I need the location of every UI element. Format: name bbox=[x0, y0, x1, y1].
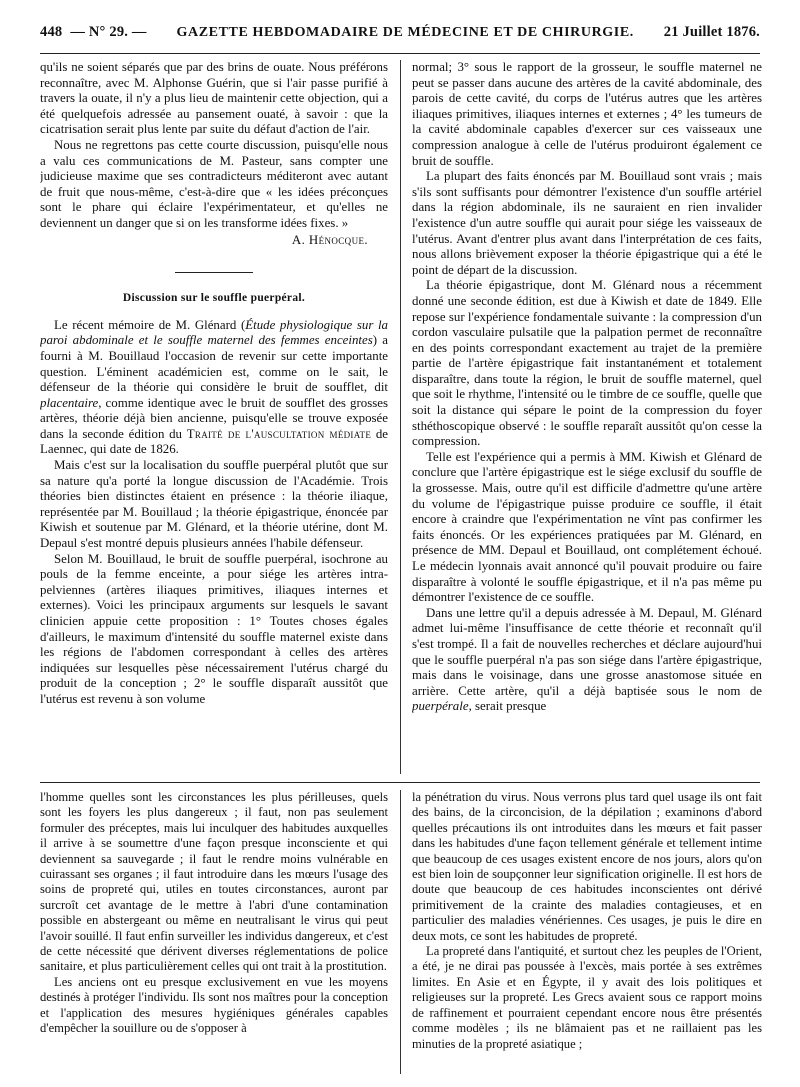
paragraph: normal; 3° sous le rapport de la grosseur, le souffle maternel ne peut se passer dans aucune des artères de la cavité abdominale, des parois de cette cavité, du corps de l'utérus autres que les artères iliaques primitives, iliaques internes et externes ; 4° les tumeurs de la cavité abdominale capables d'exercer sur ces vaisseaux une compression analogue à celle de l'utérus produiront également ce bruit de souffle. bbox=[412, 60, 762, 168]
column-rule-upper bbox=[400, 60, 401, 774]
paragraph: Dans une lettre qu'il a depuis adressée à M. Depaul, M. Glénard admet lui-même l'insuffisance de cette théorie et reconnaît qu'il s'est trompé. Il a fait de nouvelles recherches et déclare aujourd'hui que le souffle puerpéral n'a pas son siége dans l'artère épigastrique, mais dans le voisinage, dans une grosse anastomose située en arrière. Cette artère, qu'il a déjà baptisée sous le nom de puerpérale, serait presque bbox=[412, 605, 762, 714]
feuilleton-rule bbox=[40, 782, 760, 783]
paragraph: La propreté dans l'antiquité, et surtout chez les peuples de l'Orient, a été, je ne dirai pas poussée à l'excès, mais portée à ses extrêmes limites. En Asie et en Égypte, il y avait des lois politiques et religieuses sur la propreté. Les Grecs avaient sous ce rapport moins de raffinement et pourraient cependant encore nous être présentés comme modèles ; ils ne blâmaient pas et ne raillaient pas les minuties de la propreté asiatique ; bbox=[412, 944, 762, 1051]
header-left bbox=[40, 24, 147, 41]
issue-date: 21 Juillet 1876. bbox=[663, 24, 760, 40]
upper-right-column bbox=[412, 60, 762, 778]
paragraph: Les anciens ont eu presque exclusivement en vue les moyens destinés à protéger l'individu. Ils sont nos maîtres pour la conception et l'application des mesures hygiéniques générales capables d'empêcher la souillure ou de s'opposer à bbox=[40, 974, 388, 1036]
paragraph: Le récent mémoire de M. Glénard (Étude physiologique sur la paroi abdominale et le souffle maternel des femmes enceintes) a fourni à M. Bouillaud l'occasion de revenir sur cette importante question. L'éminent académicien est, comme on le sait, le défenseur de la théorie qui considère le bruit de soufflet, dit placentaire, comme identique avec le bruit de soufflet des grosses artères, théorie déjà bien ancienne, puisqu'elle se trouve exposée dans la seconde édition du Traité de l'auscultation médiate de Laennec, qui date de 1826. bbox=[40, 317, 388, 457]
header-rule bbox=[40, 53, 760, 54]
paragraph: Nous ne regrettons pas cette courte discussion, puisqu'elle nous a valu ces communications de M. Pasteur, sans compter une judicieuse maxime que ses contradicteurs méditeront avec autant de fruit que nous-même, c'est-à-dire que « les idées préconçues sont le phare qui éclaire l'expérimentateur, et qu'elles ne deviennent un danger que si on les transforme idées fixes. » bbox=[40, 137, 388, 230]
paragraph: La théorie épigastrique, dont M. Glénard nous a récemment donné une seconde édition, est due à Kiwish et date de 1849. Elle repose sur l'expérience fondamentale suivante : la compression d'un cordon vasculaire pulsatile que la palpation permet de reconnaître en des points correspondant exactement au trajet de la première partie de l'artère épigastrique fait instantanément et totalement disparaître, dans toute la région, le bruit de souffle maternel, quel que soit le rhythme, l'intensité ou le timbre de ce souffle, quelle que soit la distance qui sépare le point de la compression du foyer sthéthoscopique observé : le souffle reparaît aussitôt qu'on cesse la compression. bbox=[412, 278, 762, 449]
section-title: Discussion sur le souffle puerpéral. bbox=[122, 292, 306, 305]
paragraph: La plupart des faits énoncés par M. Bouillaud sont vrais ; mais s'ils sont suffisants pour démontrer l'existence d'un souffle artériel dans la région abdominale, ils ne sauraient en rien invalider l'existence d'un autre souffle qui aurait pour siége les vaisseaux de l'utérus. Avant d'entrer plus avant dans l'interprétation de ces faits, nous allons brièvement exposer la théorie épigastrique qui a été le point de départ de la discussion. bbox=[412, 169, 762, 277]
issue-number: — N° 29. — bbox=[70, 24, 147, 40]
lower-left-column bbox=[40, 790, 388, 1076]
page-number: 448 bbox=[40, 24, 63, 40]
italic-text: puerpérale bbox=[412, 699, 469, 714]
paragraph: qu'ils ne soient séparés que par des brins de ouate. Nous préférons reconnaître, avec M. Alphonse Guérin, que si l'air passe purifié à travers la ouate, il n'y a plus lieu de maintenir cette objection, qui a été quelquefois adressée au pansement ouaté, à savoir : que la cicatrisation serait plus lente par suite du défaut d'action de l'air. bbox=[40, 60, 388, 137]
page-header bbox=[40, 24, 760, 50]
paragraph: Mais c'est sur la localisation du souffle puerpéral plutôt que sur sa nature qu'a porté la longue discussion de l'Académie. Trois théories bien distinctes étaient en présence : la théorie iliaque, représentée par M. Bouillaud ; la théorie épigastrique, énoncée par Kiwish et soutenue par M. Glénard, et la théorie utérine, dont M. Depaul s'est montré depuis plusieurs années l'habile défenseur. bbox=[40, 458, 388, 551]
upper-left-column bbox=[40, 60, 388, 778]
paragraph: Telle est l'expérience qui a permis à MM. Kiwish et Glénard de conclure que l'artère épigastrique est le siége exclusif du souffle de la grossesse. Mais, outre qu'il est difficile d'admettre qu'une artère du volume de l'épigastrique puisse produire ce souffle, il était encore à craindre que l'expérimentation ne vînt pas confirmer les faits énoncés. Or les expériences pratiquées par M. Glénard, en présence de MM. Depaul et Bouillaud, ont complétement échoué. Le médecin lyonnais avait annoncé qu'il pouvait produire ou faire disparaître à volonté le souffle épigastrique, et il n'a pas même pu démontrer l'existence de ce souffle. bbox=[412, 449, 762, 605]
paragraph: la pénétration du virus. Nous verrons plus tard quel usage ils ont fait des bains, de la circoncision, de la dépilation ; examinons d'abord quelles précautions ils ont introduites dans les mœurs et fait passer dans les habitudes d'une façon tellement générale et tellement intime que beaucoup de ces usages existent encore de nos jours, alors qu'on est bien loin de soupçonner leur signification originelle. Il est hors de doute que beaucoup de ces habitudes inconscientes ont dérivé primitivement de la crainte des maladies contagieuses, et en particulier des maladies vénériennes. Ces usages, je puis le dire en deux mots, ce sont les habitudes de propreté. bbox=[412, 790, 762, 943]
author-signature: A. Hénocque. bbox=[291, 232, 368, 247]
journal-title: GAZETTE HEBDOMADAIRE DE MÉDECINE ET DE CHIRURGIE. bbox=[176, 25, 634, 40]
paragraph: Selon M. Bouillaud, le bruit de souffle puerpéral, isochrone au pouls de la femme enceinte, a pour siége les artères intra-pelviennes (artères iliaques primitives, iliaques internes et externes). Voici les principaux arguments sur lesquels le savant clinicien appuie cette proposition : 1° Toutes choses égales d'ailleurs, le maximum d'intensité du souffle maternel existe dans les régions de l'abdomen correspondant à celles des artères indiquées sur lesquelles pèse nécessairement l'utérus chargé du produit de la conception ; 2° le souffle disparaît aussitôt que l'utérus est revenu à son volume bbox=[40, 551, 388, 706]
book-title: Traité de l'auscultation médiate bbox=[186, 426, 372, 441]
italic-text: placentaire bbox=[40, 395, 99, 410]
lower-right-column bbox=[412, 790, 762, 1076]
column-rule-lower bbox=[400, 790, 401, 1074]
section-divider bbox=[175, 272, 253, 273]
paragraph: l'homme quelles sont les circonstances les plus périlleuses, quels sont les foyers les plus dangereux ; il faut, non pas seulement formuler des préceptes, mais lui inculquer des habitudes auxquelles il arrive à se soumettre d'une façon presque inconsciente et qui deviennent sa sauvegarde ; il faut le rendre moins vulnérable en cuirassant ses organes ; il faut introduire dans les mœurs l'usage des soins de propreté qui, utiles en toutes circonstances, auront par surcroît cet avantage de le mettre à l'abri d'une contamination possible en abstergeant ou même en neutralisant le virus qui peut l'avoir souillé. Il faut enfin surveiller les individus dangereux, et c'est de cette nécessité que dérivent diverses réglementations de police sanitaire, et plus particulièrement celles qui ont trait à la prostitution. bbox=[40, 790, 388, 974]
italic-text: Étude physiologique sur la paroi abdominale et le souffle maternel des femmes enceintes bbox=[40, 317, 388, 348]
